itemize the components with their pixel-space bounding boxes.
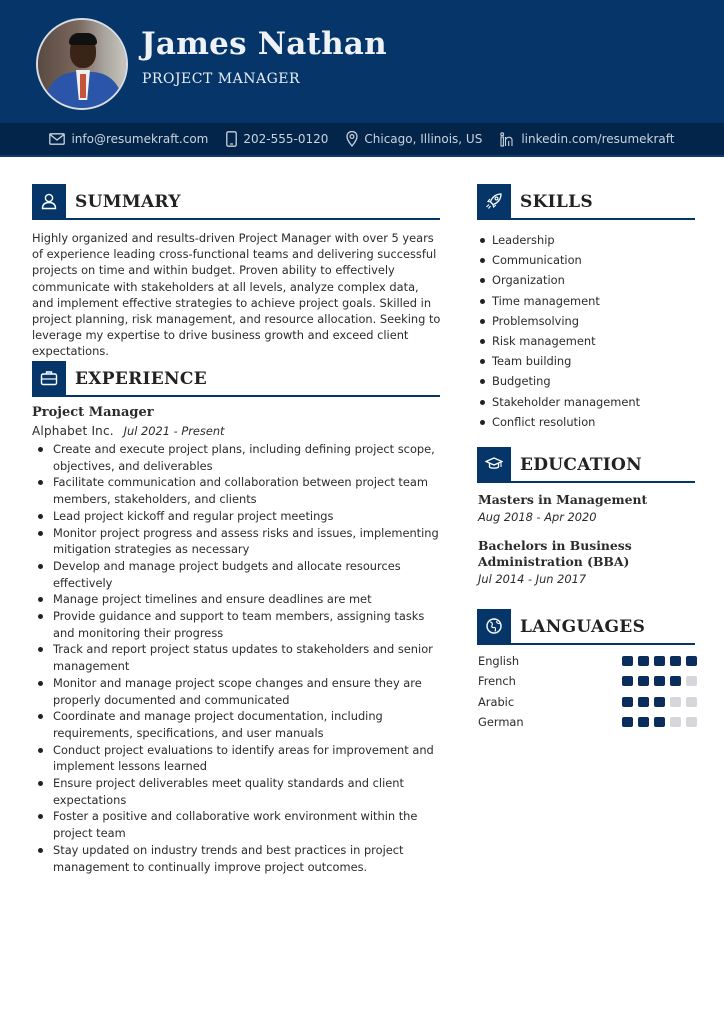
skill-item: Conflict resolution: [478, 412, 640, 432]
degree-name: Masters in Management: [478, 492, 648, 507]
education-heading: EDUCATION: [520, 455, 642, 475]
phone-text: 202-555-0120: [243, 132, 329, 146]
list-item: Lead project kickoff and regular project meetings: [35, 508, 447, 525]
education-item: [478, 538, 648, 586]
experience-section-header: [32, 361, 440, 397]
list-item: Monitor and manage project scope changes and ensure they are properly documented and communicated: [35, 675, 447, 708]
skills-section-header: [477, 184, 695, 220]
skill-item: Communication: [478, 250, 640, 270]
list-item: Track and report project status updates to stakeholders and senior management: [35, 641, 447, 674]
briefcase-icon: [32, 361, 66, 395]
rocket-icon: [477, 184, 511, 218]
skill-item: Organization: [478, 270, 640, 290]
language-name: Arabic: [478, 695, 515, 709]
list-item: Provide guidance and support to team members, assigning tasks and monitoring their progress: [35, 608, 447, 641]
education-section-header: [477, 447, 695, 483]
proficiency-rating: [622, 676, 697, 686]
candidate-title: PROJECT MANAGER: [142, 71, 301, 87]
summary-heading: SUMMARY: [75, 192, 181, 212]
language-row: [478, 694, 698, 710]
contact-linkedin[interactable]: [500, 132, 674, 147]
job-title: Project Manager: [32, 405, 154, 420]
proficiency-rating: [622, 717, 697, 727]
education-item: [478, 492, 698, 524]
skill-item: Problemsolving: [478, 311, 640, 331]
candidate-name: James Nathan: [141, 26, 387, 62]
job-company: Alphabet Inc.: [32, 424, 114, 438]
email-text: info@resumekraft.com: [71, 132, 209, 146]
language-name: French: [478, 674, 516, 688]
language-row: [478, 714, 698, 730]
degree-dates: Aug 2018 - Apr 2020: [478, 510, 597, 524]
contact-location: [346, 131, 482, 147]
degree-name: Bachelors in Business Administration (BBA): [478, 538, 632, 569]
skill-item: Leadership: [478, 230, 640, 250]
phone-icon: [226, 131, 237, 147]
location-text: Chicago, Illinois, US: [364, 132, 483, 146]
language-row: [478, 653, 698, 669]
job-responsibilities: [35, 441, 447, 875]
summary-section-header: [32, 184, 440, 220]
job-meta: [32, 424, 225, 438]
list-item: Manage project timelines and ensure deadlines are met: [35, 591, 447, 608]
languages-section-header: [477, 609, 695, 645]
skill-item: Team building: [478, 351, 640, 371]
envelope-icon: [49, 133, 65, 145]
languages-heading: LANGUAGES: [520, 617, 646, 637]
language-row: [478, 673, 698, 689]
linkedin-icon: [500, 132, 515, 147]
contact-phone[interactable]: [226, 131, 328, 147]
skill-item: Stakeholder management: [478, 392, 640, 412]
contact-bar: [0, 123, 724, 157]
proficiency-rating: [622, 656, 697, 666]
profile-photo: [36, 18, 128, 110]
linkedin-text: linkedin.com/resumekraft: [521, 132, 675, 146]
list-item: Foster a positive and collaborative work environment within the project team: [35, 808, 447, 841]
skill-item: Time management: [478, 291, 640, 311]
contact-email[interactable]: [49, 132, 208, 146]
list-item: Create and execute project plans, including defining project scope, objectives, and deliverables: [35, 441, 447, 474]
skills-list: [478, 230, 640, 432]
resume-header: [0, 0, 724, 123]
list-item: Coordinate and manage project documentation, including requirements, specifications, and user manuals: [35, 708, 447, 741]
globe-icon: [477, 609, 511, 643]
skills-heading: SKILLS: [520, 192, 593, 212]
proficiency-rating: [622, 697, 697, 707]
skill-item: Risk management: [478, 331, 640, 351]
summary-text: Highly organized and results-driven Project Manager with over 5 years of experience leading cross-functional teams and delivering successful projects on time and within budget. Proven ability to effectively communicate with stakeholders at all levels, analyze complex data, and implement effective strategies to achieve project goals. Skilled in project planning, risk management, and resource allocation. Seeking to leverage my expertise to drive business growth and exceed client expectations.: [32, 231, 441, 359]
map-pin-icon: [346, 131, 358, 147]
graduation-cap-icon: [477, 447, 511, 481]
job-dates: Jul 2021 - Present: [123, 424, 225, 438]
list-item: Ensure project deliverables meet quality standards and client expectations: [35, 775, 447, 808]
degree-dates: Jul 2014 - Jun 2017: [478, 572, 587, 586]
language-name: English: [478, 654, 520, 668]
list-item: Stay updated on industry trends and best practices in project management to continually improve project outcomes.: [35, 842, 447, 875]
list-item: Monitor project progress and assess risks and issues, implementing mitigation strategies as necessary: [35, 525, 447, 558]
list-item: Develop and manage project budgets and allocate resources effectively: [35, 558, 447, 591]
user-icon: [32, 184, 66, 218]
list-item: Facilitate communication and collaboration between project team members, stakeholders, and clients: [35, 474, 447, 507]
list-item: Conduct project evaluations to identify areas for improvement and implement lessons learned: [35, 742, 447, 775]
experience-heading: EXPERIENCE: [75, 369, 207, 389]
skill-item: Budgeting: [478, 371, 640, 391]
language-name: German: [478, 715, 524, 729]
